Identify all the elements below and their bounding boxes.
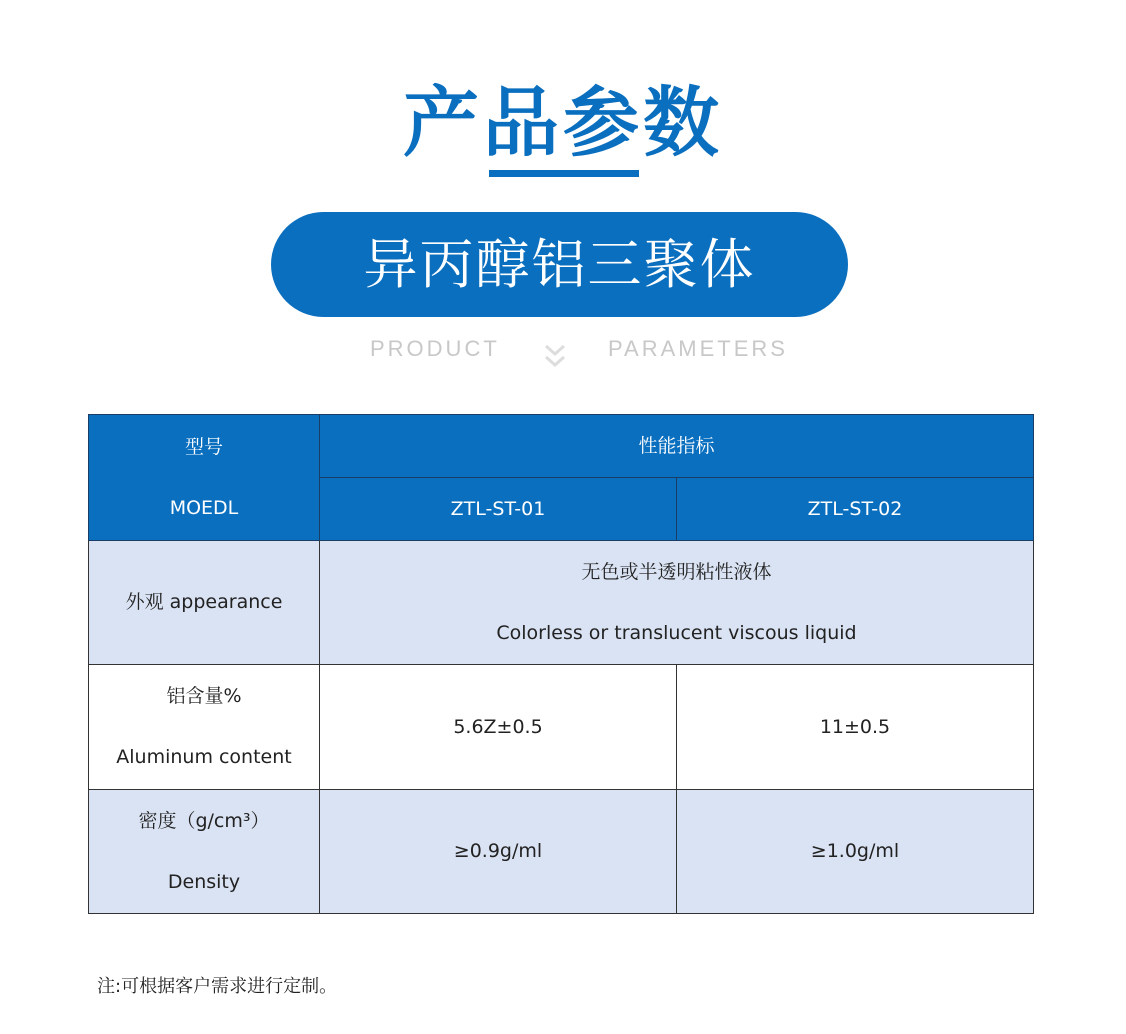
subtitle-left: PRODUCT xyxy=(370,336,500,361)
row-label: 铝含量% Aluminum content xyxy=(89,665,320,790)
row-label: 密度（g/cm³） Density xyxy=(89,790,320,914)
cell-value: 11±0.5 xyxy=(677,665,1034,790)
product-name-banner: 异丙醇铝三聚体 xyxy=(271,212,848,317)
table-row xyxy=(89,665,1034,790)
table-header-row xyxy=(89,415,1034,478)
page-title: 产品参数 xyxy=(403,78,723,167)
table-row xyxy=(89,790,1034,914)
subtitle-right: PARAMETERS xyxy=(608,336,788,361)
footnote: 注:可根据客户需求进行定制。 xyxy=(97,976,338,997)
appearance-value: 无色或半透明粘性液体 Colorless or translucent viscous liquid xyxy=(320,541,1034,665)
model-header: 型号 MOEDL xyxy=(89,415,320,541)
model-2-header: ZTL-ST-02 xyxy=(677,478,1034,541)
cell-value: 5.6Z±0.5 xyxy=(320,665,677,790)
cell-value: ≥0.9g/ml xyxy=(320,790,677,914)
model-1-header: ZTL-ST-01 xyxy=(320,478,677,541)
double-chevron-down-icon xyxy=(543,338,567,372)
spec-header: 性能指标 xyxy=(320,415,1034,478)
table-row xyxy=(89,541,1034,665)
row-label: 外观 appearance xyxy=(89,541,320,665)
cell-value: ≥1.0g/ml xyxy=(677,790,1034,914)
parameters-table xyxy=(88,414,1034,914)
title-underline xyxy=(489,170,639,177)
